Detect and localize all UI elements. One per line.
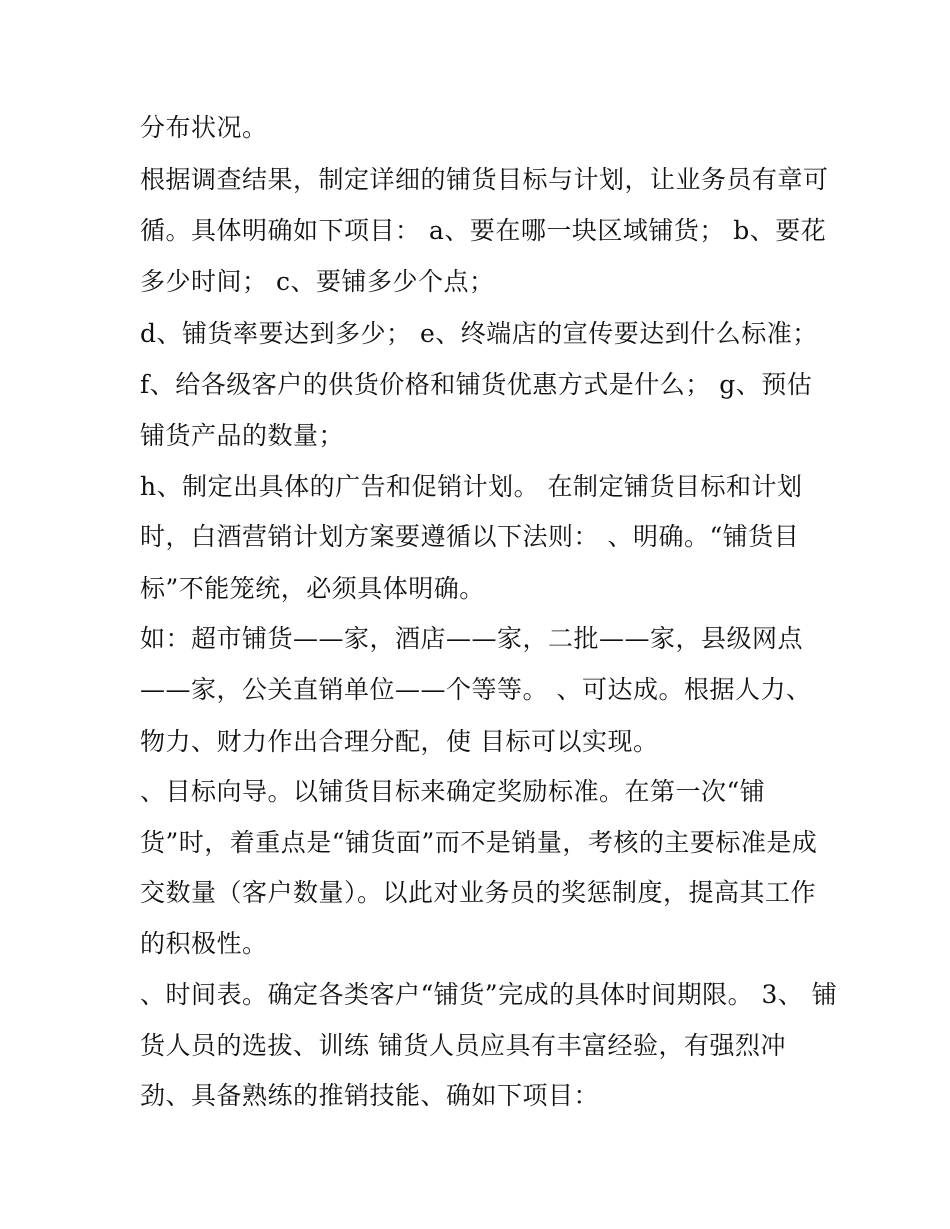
text-line: 、时间表。确定各类客户“铺货”完成的具体时间期限。 3、 铺 (140, 980, 838, 1009)
text-line: f、给各级客户的供货价格和铺货优惠方式是什么； g、预估 (140, 370, 813, 399)
text-line: 多少时间； c、要铺多少个点； (140, 267, 495, 296)
text-line: 如：超市铺货——家，酒店——家，二批——家，县级网点 (140, 624, 804, 653)
text-line: 物力、财力作出合理分配，使 目标可以实现。 (140, 727, 659, 756)
text-line: 劲、具备熟练的推销技能、确如下项目： (140, 1081, 600, 1110)
text-line: 、目标向导。以铺货目标来确定奖励标准。在第一次“铺 (140, 777, 766, 806)
text-line: 交数量（客户数量）。以此对业务员的奖惩制度，提高其工作 (140, 878, 817, 907)
text-line: 的积极性。 (140, 929, 268, 958)
text-line: 货人员的选拔、训练 铺货人员应具有丰富经验，有强烈冲 (140, 1031, 786, 1060)
text-line: ——家，公关直销单位——个等等。 、可达成。根据人力、 (140, 675, 812, 704)
text-line: 时，白酒营销计划方案要遵循以下法则： 、明确。“铺货目 (140, 522, 800, 551)
text-line: d、铺货率要达到多少； e、终端店的宣传要达到什么标准； (140, 319, 818, 348)
text-line: 铺货产品的数量； (140, 421, 345, 450)
text-line: 循。具体明确如下项目： a、要在哪一块区域铺货； b、要花 (140, 216, 827, 245)
text-line: 根据调查结果，制定详细的铺货目标与计划，让业务员有章可 (140, 165, 829, 194)
text-line: 标”不能笼统，必须具体明确。 (140, 574, 485, 603)
text-line: 货”时，着重点是“铺货面”而不是销量，考核的主要标准是成 (140, 828, 818, 857)
text-line: h、制定出具体的广告和促销计划。 在制定铺货目标和计划 (140, 472, 803, 501)
text-line: 分布状况。 (140, 113, 268, 142)
